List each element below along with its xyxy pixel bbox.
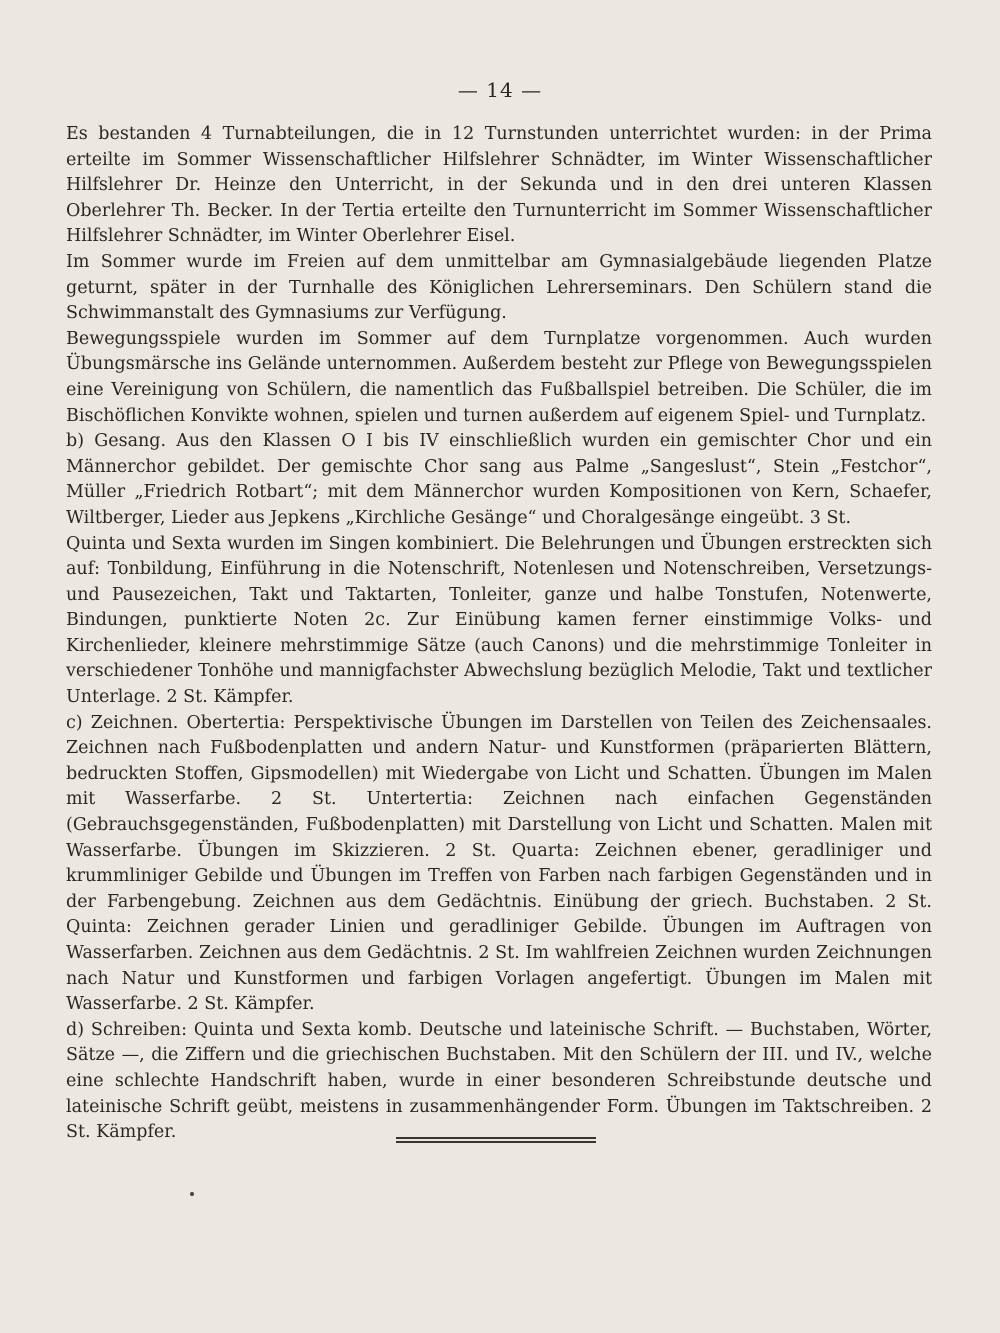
ink-spot (190, 1192, 194, 1196)
rule-line (396, 1141, 596, 1143)
paragraph-schreiben: d) Schreiben: Quinta und Sexta komb. Deutsche und lateinische Schrift. — Buchstaben, Wörter, Sätze —, die Ziffern und die griechischen Buchstaben. Mit den Schülern der III. und IV., welche eine schlechte Handschrift haben, wurde in einer besonderen Schreibstunde deutsche und lateinische Schrift geübt, meistens in zusammenhängender Form. Übungen im Taktschreiben. 2 St. Kämpfer. (66, 1019, 932, 1143)
page-number: — 14 — (457, 78, 543, 102)
body-text (66, 122, 932, 1146)
paragraph-quinta-sexta-singen: Quinta und Sexta wurden im Singen kombiniert. Die Belehrungen und Übungen erstreckten sich auf: Tonbildung, Einführung in die Notenschrift, Notenlesen und Notenschreiben, Versetzungs- und Pausezeichen, Takt und Taktarten, Tonleiter, ganze und halbe Tonstufen, Notenwerte, Bindungen, punktierte Noten 2c. Zur Einübung kamen ferner einstimmige Volks- und Kirchenlieder, kleinere mehrstimmige Sätze (auch Canons) und die mehrstimmige Tonleiter in verschiedener Tonhöhe und mannigfachster Abwechslung bezüglich Melodie, Takt und textlicher Unterlage. 2 St. Kämpfer. (66, 533, 932, 708)
closing-double-rule (396, 1137, 596, 1145)
paragraph-sommer-turnen: Im Sommer wurde im Freien auf dem unmittelbar am Gymnasialgebäude liegenden Platze geturnt, später in der Turnhalle des Königlichen Lehrerseminars. Den Schülern stand die Schwimmanstalt des Gymnasiums zur Verfügung. (66, 251, 932, 324)
paragraph-turnabteilungen: Es bestanden 4 Turnabteilungen, die in 12 Turnstunden unterrichtet wurden: in der Prima erteilte im Sommer Wissenschaftlicher Hilfslehrer Schnädter, im Winter Wissenschaftlicher Hilfslehrer Dr. Heinze den Unterricht, in der Sekunda und in den drei unteren Klassen Oberlehrer Th. Becker. In der Tertia erteilte den Turnunterricht im Sommer Wissenschaftlicher Hilfslehrer Schnädter, im Winter Oberlehrer Eisel. (66, 124, 932, 247)
paragraph-bewegungsspiele: Bewegungsspiele wurden im Sommer auf dem Turnplatze vorgenommen. Auch wurden Übungsmärsche ins Gelände unternommen. Außerdem besteht zur Pflege von Bewegungsspielen eine Vereinigung von Schülern, die namentlich das Fußballspiel betreiben. Die Schüler, die im Bischöflichen Konvikte wohnen, spielen und turnen außerdem auf eigenem Spiel- und Turnplatz. (66, 328, 932, 426)
rule-line (396, 1137, 596, 1139)
paragraph-zeichnen: c) Zeichnen. Obertertia: Perspektivische Übungen im Darstellen von Teilen des Zeichensaales. Zeichnen nach Fußbodenplatten und andern Natur- und Kunstformen (präparierten Blättern, bedruckten Stoffen, Gipsmodellen) mit Wiedergabe von Licht und Schatten. Übungen im Malen mit Wasserfarbe. 2 St. Untertertia: Zeichnen nach einfachen Gegenständen (Gebrauchsgegenständen, Fußbodenplatten) mit Darstellung von Licht und Schatten. Malen mit Wasserfarbe. Übungen im Skizzieren. 2 St. Quarta: Zeichnen ebener, geradliniger und krummliniger Gebilde und Übungen im Treffen von Farben nach farbigen Gegenständen und in der Farbengebung. Zeichnen aus dem Gedächtnis. Einübung der griech. Buchstaben. 2 St. Quinta: Zeichnen gerader Linien und geradliniger Gebilde. Übungen im Auftragen von Wasserfarben. Zeichnen aus dem Gedächtnis. 2 St. Im wahlfreien Zeichnen wurden Zeichnungen nach Natur und Kunstformen und farbigen Vorlagen angefertigt. Übungen im Malen mit Wasserfarbe. 2 St. Kämpfer. (66, 712, 932, 1015)
paragraph-gesang: b) Gesang. Aus den Klassen O I bis IV einschließlich wurden ein gemischter Chor und ein Männerchor gebildet. Der gemischte Chor sang aus Palme „Sangeslust“, Stein „Festchor“, Müller „Friedrich Rotbart“; mit dem Männerchor wurden Kompositionen von Kern, Schaefer, Wiltberger, Lieder aus Jepkens „Kirchliche Gesänge“ und Choralgesänge eingeübt. 3 St. (66, 431, 932, 528)
